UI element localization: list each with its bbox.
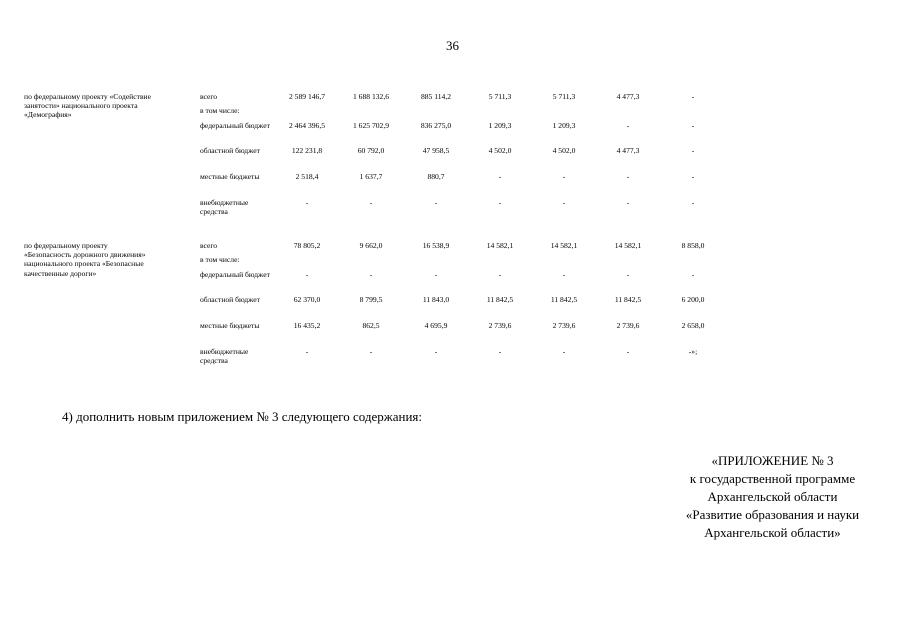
table-cell: 6 200,0 <box>681 295 705 304</box>
table-cell: 836 275,0 <box>420 121 452 130</box>
table-cell: 122 231,8 <box>291 146 323 155</box>
table-cell: 1 688 132,6 <box>352 92 390 101</box>
table-cell: - <box>434 347 438 356</box>
table-cell: - <box>305 198 309 207</box>
table-cell: 4 695,9 <box>424 321 448 330</box>
table-cell: 8 858,0 <box>681 241 705 250</box>
table-cell: - <box>562 198 566 207</box>
table-cell: 1 209,3 <box>552 121 576 130</box>
appendix-line: к государственной программе <box>689 471 856 486</box>
table-cell: - <box>562 347 566 356</box>
funding-source: всего <box>200 92 218 101</box>
table-cell: 2 518,4 <box>295 172 319 181</box>
table-cell: - <box>626 121 630 130</box>
table-cell: 2 658,0 <box>681 321 705 330</box>
project-title: по федеральному проекту «Содействие занятости» национального проекта «Демография» <box>24 92 151 120</box>
table-cell: 2 739,6 <box>616 321 640 330</box>
table-row <box>0 146 905 172</box>
table-cell: 2 589 146,7 <box>288 92 326 101</box>
table-cell: - <box>626 270 630 279</box>
page-number: 36 <box>446 38 459 53</box>
table-cell: - <box>434 198 438 207</box>
appendix-line: Архангельской области» <box>704 525 841 540</box>
funding-source: внебюджетные средства <box>200 198 249 217</box>
table-cell: 11 842,5 <box>550 295 578 304</box>
table-cell: 11 843,0 <box>422 295 450 304</box>
table-cell: 4 477,3 <box>616 146 640 155</box>
funding-source: областной бюджет <box>200 295 260 304</box>
table-cell: 16 538,9 <box>422 241 450 250</box>
table-row <box>0 295 905 321</box>
table-cell: 14 582,1 <box>486 241 514 250</box>
table-cell: - <box>691 198 695 207</box>
table-cell: 47 958,5 <box>422 146 450 155</box>
table-cell: - <box>369 347 373 356</box>
table-cell: 14 582,1 <box>614 241 642 250</box>
table-cell: 862,5 <box>362 321 380 330</box>
table-row <box>0 172 905 198</box>
table-cell: - <box>369 198 373 207</box>
funding-source: всего <box>200 241 218 250</box>
table-cell: 4 502,0 <box>488 146 512 155</box>
table-cell: 880,7 <box>427 172 445 181</box>
table-cell: 2 464 396,5 <box>288 121 326 130</box>
appendix-heading <box>640 452 905 542</box>
table-cell: 16 435,2 <box>293 321 321 330</box>
funding-source: в том числе: <box>200 106 240 115</box>
table-cell: - <box>626 172 630 181</box>
table-cell: - <box>498 347 502 356</box>
table-cell: 885 114,2 <box>420 92 452 101</box>
table-cell: 9 662,0 <box>359 241 383 250</box>
table-cell: 1 209,3 <box>488 121 512 130</box>
funding-source: внебюджетные средства <box>200 347 249 366</box>
table-cell: 78 805,2 <box>293 241 321 250</box>
table-cell: - <box>626 347 630 356</box>
funding-source: в том числе: <box>200 255 240 264</box>
table-cell: - <box>691 270 695 279</box>
table-cell: 1 625 702,9 <box>352 121 390 130</box>
table-row <box>0 347 905 373</box>
table-cell: 4 477,3 <box>616 92 640 101</box>
table-cell: - <box>498 198 502 207</box>
table-cell: 2 739,6 <box>552 321 576 330</box>
table-cell: - <box>691 172 695 181</box>
table-cell: - <box>305 347 309 356</box>
table-cell: 5 711,3 <box>488 92 512 101</box>
funding-source: федеральный бюджет <box>200 270 270 279</box>
table-cell: - <box>305 270 309 279</box>
table-cell: - <box>562 172 566 181</box>
instruction-text: 4) дополнить новым приложением № 3 следующего содержания: <box>62 409 423 424</box>
table-cell: - <box>626 198 630 207</box>
table-cell: - <box>498 172 502 181</box>
table-cell: -»; <box>688 347 698 356</box>
project-title: по федеральному проекту «Безопасность дорожного движения» национального проекта «Безопасные качественные дороги» <box>24 241 146 278</box>
funding-source: областной бюджет <box>200 146 260 155</box>
table-cell: 2 739,6 <box>488 321 512 330</box>
table-cell: - <box>691 92 695 101</box>
table-cell: 60 792,0 <box>357 146 385 155</box>
table-cell: - <box>691 146 695 155</box>
table-row <box>0 270 905 296</box>
table-cell: 1 637,7 <box>359 172 383 181</box>
table-cell: - <box>562 270 566 279</box>
table-cell: 11 842,5 <box>614 295 642 304</box>
appendix-line: «ПРИЛОЖЕНИЕ № 3 <box>711 453 834 468</box>
table-cell: 4 502,0 <box>552 146 576 155</box>
table-cell: - <box>498 270 502 279</box>
funding-source: федеральный бюджет <box>200 121 270 130</box>
table-row <box>0 121 905 147</box>
table-cell: 11 842,5 <box>486 295 514 304</box>
table-cell: 14 582,1 <box>550 241 578 250</box>
appendix-line: Архангельской области <box>707 489 838 504</box>
table-row <box>0 198 905 224</box>
table-cell: - <box>369 270 373 279</box>
funding-source: местные бюджеты <box>200 172 260 181</box>
table-cell: 8 799,5 <box>359 295 383 304</box>
table-row <box>0 321 905 347</box>
table-cell: 62 370,0 <box>293 295 321 304</box>
table-cell: - <box>691 121 695 130</box>
table-cell: - <box>434 270 438 279</box>
funding-source: местные бюджеты <box>200 321 260 330</box>
table-cell: 5 711,3 <box>552 92 576 101</box>
appendix-line: «Развитие образования и науки <box>685 507 860 522</box>
